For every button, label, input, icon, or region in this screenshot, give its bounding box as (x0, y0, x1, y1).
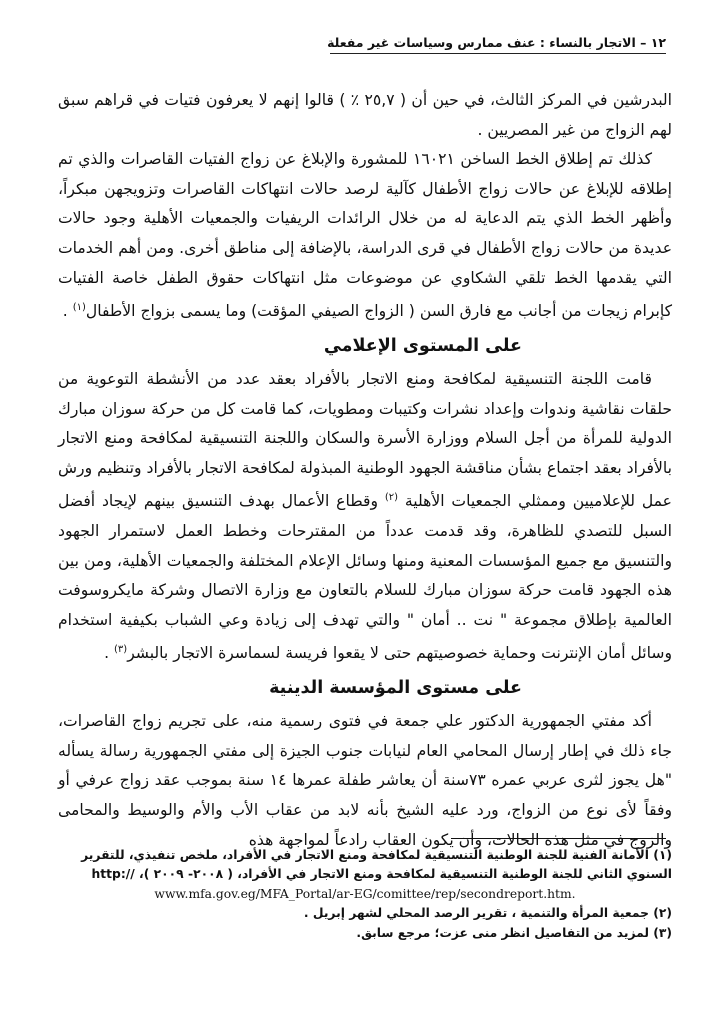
main-text (58, 86, 672, 855)
section-heading-religious: على مستوى المؤسسة الدينية (269, 678, 522, 699)
footnote-2: (٢) جمعية المرأة والتنمية ، تقرير الرصد المحلي لشهر إبريل . (303, 906, 672, 921)
paragraph-3-cont: وقطاع الأعمال بهدف التنسيق بينهم لإيجاد أفضل السبل للتصدي للظاهرة، وقد قدمت عدداً من المقترحات وخطط العمل لاستمرار الجهود والتنسيق مع جميع المؤسسات المعنية ومنها وسائل الإعلام المختلفة والجمعيات الأهلية، ومن بين هذه الجهود قامت حركة سوزان مبارك للسلام بالتعاون مع وزارة الاتصال وشركة مايكروسوفت العالمية بإطلاق مجموعة " نت .. أمان " والتي تهدف إلى زيادة وعي الشباب بكيفية استخدام وسائل أمان الإنترنت وحماية خصوصيتهم حتى لا يقعوا فريسة لسماسرة الاتجار بالبشر (58, 492, 672, 663)
paragraph-1: البدرشين في المركز الثالث، في حين أن ( ٢٥,٧ ٪ ) قالوا إنهم لا يعرفون فتيات في قراهم سبق لهم الزواج من غير المصريين . (58, 91, 673, 139)
running-header: ١٢ – الاتجار بالنساء : عنف ممارس وسياسات غير مفعلة (330, 35, 666, 54)
footnote-separator (451, 838, 666, 839)
paragraph-end-mark: . (104, 644, 110, 663)
paragraph-2 (58, 145, 672, 327)
footnote-ref-1[interactable]: (١) (72, 302, 86, 314)
footnote-1: (١) الأمانة الفنية للجنة الوطنية التنسيقية لمكافحة ومنع الاتجار في الأفراد، ملخص تنفيذي، للتقرير السنوي الثاني للجنة الوطنية التنسيقية لمكافحة ومنع الاتجار في الأفراد، ( ٢٠٠٨- ٢٠٠٩ )، //:http (81, 848, 672, 882)
footnote-ref-2[interactable]: (٢) (384, 492, 399, 504)
paragraph-2-text: كذلك تم إطلاق الخط الساخن ١٦٠٢١ للمشورة والإبلاغ عن زواج الفتيات القاصرات والذي تم إطلاقه للإبلاغ عن حالات زواج الأطفال كآلية لرصد حالات انتهاكات القاصرات وتزويجهن مبكراً، وأظهر الخط الذي يتم الدعاية له من خلال الرائدات الريفيات والجمعيات الأهلية وجود حالات عديدة من حالات زواج الأطفال في قرى الدراسة، بالإضافة إلى مناطق أخرى. ومن أهم الخدمات التي يقدمها الخط تلقي الشكاوي عن موضوعات مثل انتهاكات حقوق الطفل خاصة الفتيات كإبرام زيجات من أجانب مع فارق السن ( الزواج الصيفي المؤقت) وما يسمى بزواج الأطفال (58, 150, 672, 321)
paragraph-3-text: قامت اللجنة التنسيقية لمكافحة ومنع الاتجار بالأفراد بعقد عدد من الأنشطة التوعوية من حلقات نقاشية وندوات وإعداد نشرات وكتيبات ومطويات، كما قامت كل من حركة سوزان مبارك الدولية للمرأة من أجل السلام ووزارة الأسرة والسكان واللجنة التنسيقية لمكافحة ومنع الاتجار بالأفراد بعقد اجتماع بشأن مناقشة الجهود الوطنية المبذولة لمكافحة الاتجار بالأفراد وتنظيم ورش عمل للإعلاميين وممثلي الجمعيات الأهلية (58, 369, 672, 511)
footnote-3: (٣) لمزيد من التفاصيل انظر منى عزت؛ مرجع سابق. (356, 925, 672, 940)
footnote-ref-3[interactable]: (٣) (114, 644, 128, 656)
footnotes (58, 846, 672, 943)
footnote-1-url[interactable]: www.mfa.gov.eg/MFA_Portal/ar-EG/comittee/rep/secondreport.htm. (154, 886, 576, 901)
paragraph-4: أكد مفتي الجمهورية الدكتور علي جمعة في فتوى رسمية منه، على تجريم زواج القاصرات، جاء ذلك في إطار إرسال المحامي العام لنيابات جنوب الجيزة إلى مفتي الجمهورية رسالة يسأله "هل يجوز لثرى عربي عمره ٧٣سنة أن يعاشر طفلة عمرها ١٤ سنة بموجب عقد زواج عرفي أو وفقاً لأى نوع من الزواج، ورد عليه الشيخ بأنه لابد من عقاب الأب والأم والوسيط والمحامى والزوج في مثل هذه الحالات، وأن يكون العقاب رادعاً لمواجهة هذه (58, 712, 672, 849)
paragraph-3 (58, 365, 672, 669)
paragraph-end-mark: . (62, 302, 68, 321)
section-heading-media: على المستوى الإعلامي (323, 335, 522, 356)
